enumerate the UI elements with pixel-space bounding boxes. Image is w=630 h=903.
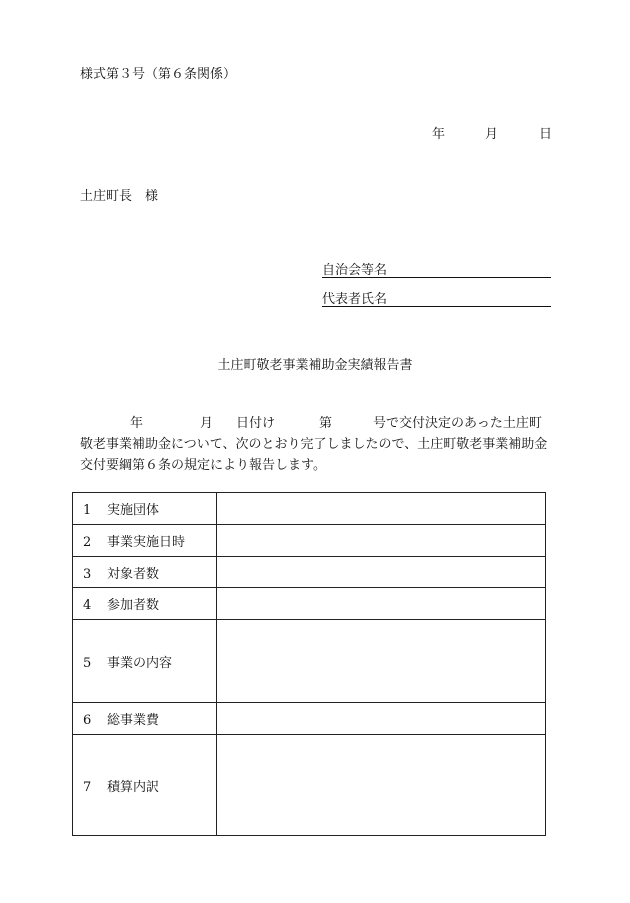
row-number: 7 xyxy=(83,779,92,795)
row-label-cell xyxy=(73,620,217,703)
date-day-label: 日 xyxy=(539,127,553,142)
row-value-cell[interactable] xyxy=(217,735,546,836)
row-value-cell[interactable] xyxy=(217,525,546,557)
row-label: 対象者数 xyxy=(107,566,160,582)
body-line-2: 敬老事業補助金について、次のとおり完了しましたので、土庄町敬老事業補助金 xyxy=(80,437,548,452)
table-row xyxy=(73,703,546,735)
document-title: 土庄町敬老事業補助金実績報告書 xyxy=(217,358,413,373)
row-label-cell xyxy=(73,557,217,588)
body-day: 日付け xyxy=(236,416,276,431)
table-row xyxy=(73,525,546,557)
row-value-cell[interactable] xyxy=(217,703,546,735)
row-number: 5 xyxy=(83,655,92,671)
body-month: 月 xyxy=(200,416,214,431)
table-row xyxy=(73,620,546,703)
row-number: 1 xyxy=(83,503,92,518)
date-year-label: 年 xyxy=(432,127,446,142)
row-number: 6 xyxy=(83,713,92,728)
row-label-cell xyxy=(73,493,217,525)
org-name-field[interactable] xyxy=(322,259,551,278)
row-value-cell[interactable] xyxy=(217,493,546,525)
row-label-cell xyxy=(73,588,217,620)
report-table xyxy=(72,492,546,836)
row-label-cell xyxy=(73,525,217,557)
row-label: 積算内訳 xyxy=(107,779,160,795)
form-number: 様式第３号（第６条関係） xyxy=(80,67,237,82)
row-label: 参加者数 xyxy=(107,598,160,613)
row-value-cell[interactable] xyxy=(217,620,546,703)
row-label: 事業実施日時 xyxy=(107,535,186,550)
body-year: 年 xyxy=(130,416,144,431)
row-label-cell xyxy=(73,735,217,836)
date-line xyxy=(0,123,630,141)
body-line-3: 交付要綱第６条の規定により報告します。 xyxy=(80,458,326,473)
table-row xyxy=(73,588,546,620)
org-name-label: 自治会等名 xyxy=(322,263,388,278)
row-label: 実施団体 xyxy=(107,503,160,518)
table-row xyxy=(73,557,546,588)
body-dai: 第 xyxy=(319,416,333,431)
representative-name-field[interactable] xyxy=(322,288,551,307)
row-value-cell[interactable] xyxy=(217,557,546,588)
row-number: 4 xyxy=(83,598,92,613)
row-number: 3 xyxy=(83,566,92,582)
representative-name-label: 代表者氏名 xyxy=(322,292,388,307)
addressee: 土庄町長 様 xyxy=(80,189,159,204)
date-month-label: 月 xyxy=(485,127,499,142)
body-line-1 xyxy=(80,413,550,434)
row-label: 総事業費 xyxy=(107,713,160,728)
row-label: 事業の内容 xyxy=(107,655,173,671)
table-row xyxy=(73,735,546,836)
row-value-cell[interactable] xyxy=(217,588,546,620)
table-row xyxy=(73,493,546,525)
body-go: 号で交付決定のあった土庄町 xyxy=(373,416,542,431)
row-label-cell xyxy=(73,703,217,735)
row-number: 2 xyxy=(83,535,92,550)
